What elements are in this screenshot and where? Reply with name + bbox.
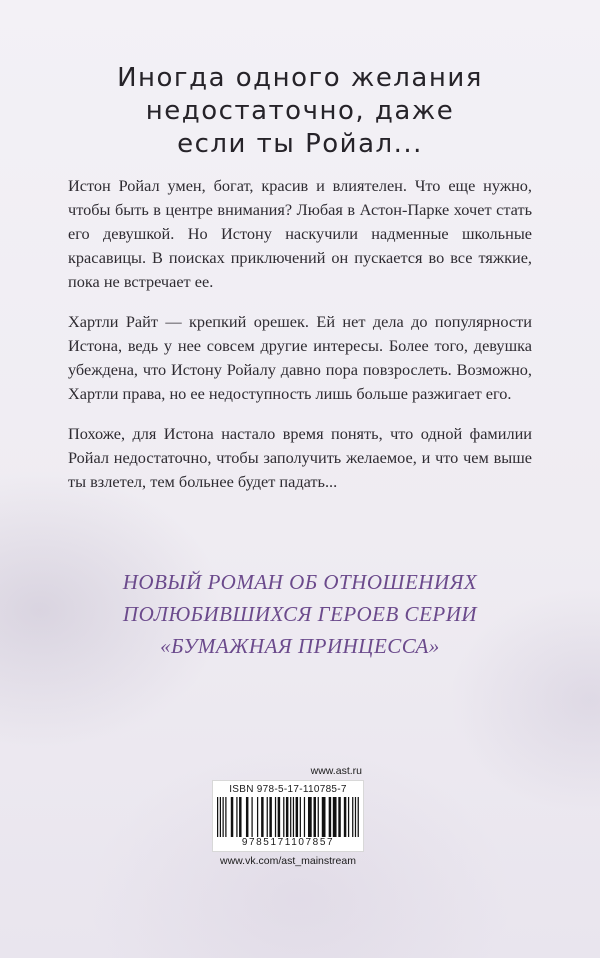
barcode-bars (217, 797, 359, 837)
blurb-paragraph: Похоже, для Истона настало время понять, что одной фамилии Ройал недостаточно, чтобы заполучить желаемое, и что чем выше ты взлетел, тем больнее будет падать... (68, 424, 532, 491)
tagline-line: «БУМАЖНАЯ ПРИНЦЕССА» (160, 634, 440, 658)
publisher-social-link: www.vk.com/ast_mainstream (220, 855, 356, 867)
barcode-label (212, 780, 364, 852)
tagline-line: НОВЫЙ РОМАН ОБ ОТНОШЕНИЯХ (122, 570, 478, 594)
publisher-site: www.ast.ru (310, 765, 362, 777)
series-tagline (40, 566, 560, 662)
blurb-text (68, 174, 532, 510)
barcode-digits: 9785171107857 (241, 837, 335, 848)
headline-line: если ты Ройал... (177, 129, 423, 159)
isbn-text: ISBN 978-5-17-110785-7 (229, 784, 347, 795)
headline-line: недостаточно, даже (145, 96, 455, 126)
blurb-paragraph: Хартли Райт — крепкий орешек. Ей нет дела до популярности Истона, ведь у нее совсем другие интересы. Более того, девушка убеждена, что Истону Ройалу давно пора повзрослеть. Возможно, Хартли права, но ее недоступность лишь больше разжигает его. (68, 312, 532, 403)
barcode-block (212, 764, 364, 868)
headline (40, 62, 560, 161)
blurb-paragraph: Истон Ройал умен, богат, красив и влиятелен. Что еще нужно, чтобы быть в центре внимания? Любая в Астон-Парке хочет стать его девушкой. Но Истону наскучили надменные школьные красавицы. В поисках приключений он пускается во все тяжкие, пока не встречает ее. (68, 176, 532, 291)
tagline-line: ПОЛЮБИВШИХСЯ ГЕРОЕВ СЕРИИ (122, 602, 478, 626)
headline-line: Иногда одного желания (117, 63, 483, 93)
